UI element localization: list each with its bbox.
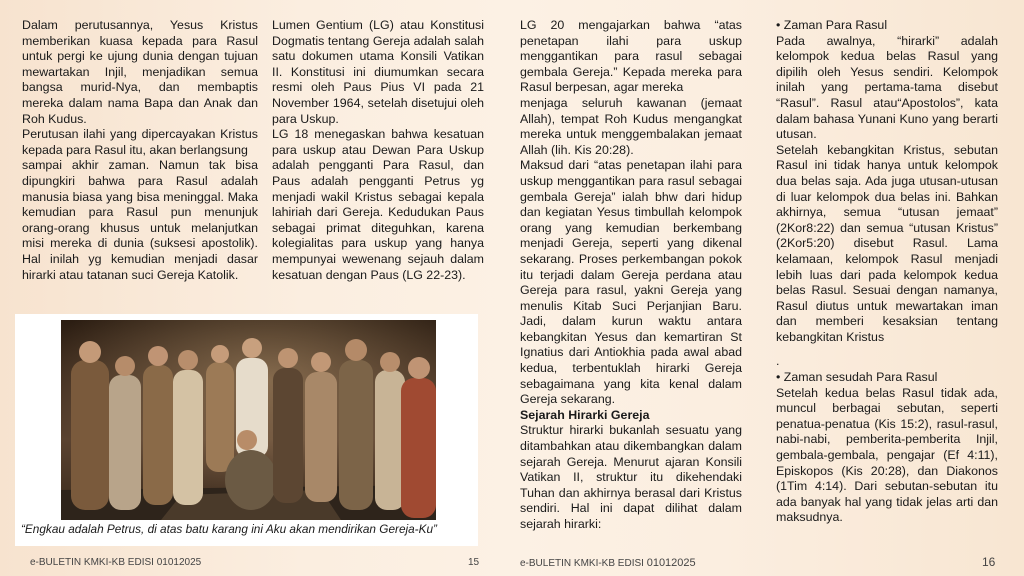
paragraph: sampai akhir zaman. Namun tak bisa dipungkiri bahwa para Rasul adalah manusia biasa yang bisa meninggal. Maka kemudian para Rasul pun menunjuk orang-orang khusus untuk melanjutkan misi mereka di dunia (suksesi apostolik). Hal inilah yg kemudian menjadi dasar hirarki atau tatanan suci Gereja Katolik. (22, 158, 258, 282)
left-column-2 (272, 18, 484, 283)
paragraph: Setelah kebangkitan Kristus, sebutan Rasul ini tidak hanya untuk kelompok dua belas saja. Ada juga utusan-utusan di luar kelompok dua belas ini. Bahkan akhirnya, semua “utusan jemaat” (2Kor8:22) dan semua “utusan Kristus” (2Kor5:20) disebut Rasul. Lama kelamaan, kelompok Rasul menjadi lebih luas dari pada kelompok kedua belas Rasul. Sesuai dengan namanya, Rasul diutus untuk mewartakan iman dan memberi kesaksian tentang kebangkitan Kristus (776, 142, 998, 344)
paragraph: Lumen Gentium (LG) atau Konstitusi Dogmatis tentang Gereja adalah salah satu dokumen utama Konsili Vatikan II. Konstitusi ini diumumkan secara resmi oleh Paus Pius VI pada 21 November 1964, setelah disetujui oleh para Uskup. (272, 18, 484, 126)
paragraph-dot: . (776, 354, 780, 369)
paragraph: LG 20 mengajarkan bahwa “atas penetapan ilahi para uskup menggantikan para rasul sebagai gembala Gereja.” Kepada mereka para Rasul berpesan, agar mereka (520, 18, 742, 95)
apostles-photo (61, 320, 436, 520)
right-column-2 (776, 18, 998, 526)
paragraph: Pada awalnya, “hirarki” adalah kelompok kedua belas Rasul yang dipilih oleh Yesus sendiri. Kelompok inilah yang pertama-tama disebut “Rasul”. Rasul atau“Apostolos”, kata dalam bahasa Yunani Kuno yang berarti utusan. (776, 33, 998, 142)
footer-prefix: e-BULETIN KMKI-KB EDISI (520, 558, 647, 569)
paragraph: Perutusan ilahi yang dipercayakan Kristus kepada para Rasul itu, akan berlangsung (22, 127, 258, 157)
footer-date: 01012025 (646, 557, 696, 569)
figure (15, 314, 478, 546)
right-column-1 (520, 18, 742, 533)
paragraph: Struktur hirarki bukanlah sesuatu yang ditambahkan atau dikembangkan dalam sejarah Gereja. Menurut ajaran Konsili Vatikan II, struktur itu dikehendaki Tuhan dan akhirnya berasal dari Kristus sendiri. Hal ini dapat dilihat dalam sejarah hirarki: (520, 423, 742, 531)
paragraph: Maksud dari “atas penetapan ilahi para uskup menggantikan para rasul sebagai gembala Gereja” ialah bhw dari hidup dan kegiatan Yesus timbullah kelompok orang yang kemudian berkembang menjadi Gereja, seperti yang dikenal sekarang. Proses perkembangan pokok itu terjadi dalam Gereja perdana atau Gereja para rasul, yakni Gereja yang menulis Kitab Suci Perjanjian Baru. Jadi, dalam kurun waktu antara kebangkitan Yesus dan kemartiran St Ignatius dari Antiokhia pada awal abad kedua, terbentuklah hirarki Gereja sebagaimana yang kita kenal dalam Gereja sekarang. (520, 158, 742, 407)
paragraph: Dalam perutusannya, Yesus Kristus memberikan kuasa kepada para Rasul untuk pergi ke ujung dunia dengan tujuan mewartakan Injil, menjadikan semua bangsa murid-Nya, dan membaptis mereka dalam nama Bapa dan Anak dan Roh Kudus. (22, 18, 258, 126)
footer-left: e-BULETIN KMKI-KB EDISI 01012025 (30, 557, 202, 568)
page-number-right: 16 (982, 555, 996, 569)
paragraph: menjaga seluruh kawanan (jemaat Allah), tempat Roh Kudus mengangkat mereka untuk menggembalakan jemaat Allah (lih. Kis 20:28). (520, 95, 742, 157)
paragraph: LG 18 menegaskan bahwa kesatuan para uskup atau Dewan Para Uskup adalah pengganti Para Rasul, dan Paus adalah pengganti Petrus yg menjadi wakil Kristus sebagai kepala lahiriah dari Gereja. Kedudukan Paus sebagai primat diteguhkan, karena kolegialitas para uskup yang hanya mempunyai wewenang sejauh dalam kesatuan dengan Paus (LG 22-23). (272, 127, 484, 282)
page-number-left: 15 (468, 557, 480, 568)
bullet-heading: • Zaman Para Rasul (776, 18, 888, 32)
left-column-1 (22, 18, 258, 283)
section-heading: Sejarah Hirarki Gereja (520, 407, 650, 422)
bullet-heading: • Zaman sesudah Para Rasul (776, 370, 938, 385)
footer-right (520, 557, 696, 569)
paragraph: Setelah kedua belas Rasul tidak ada, muncul berbagai sebutan, seperti penatua-penatua (Kis 15:2), rasul-rasul, nabi-nabi, pemberita-pemberita Injil, gembala-gembala, pengajar (Ef 4:11), Episkopos (Kis 20:28), dan Diakonos (1Tim 4:14). Dari sebutan-sebutan itu ada banyak hal yang tidak jelas arti dan maksudnya. (776, 385, 998, 525)
photo-caption: “Engkau adalah Petrus, di atas batu karang ini Aku akan mendirikan Gereja-Ku” (21, 522, 437, 536)
